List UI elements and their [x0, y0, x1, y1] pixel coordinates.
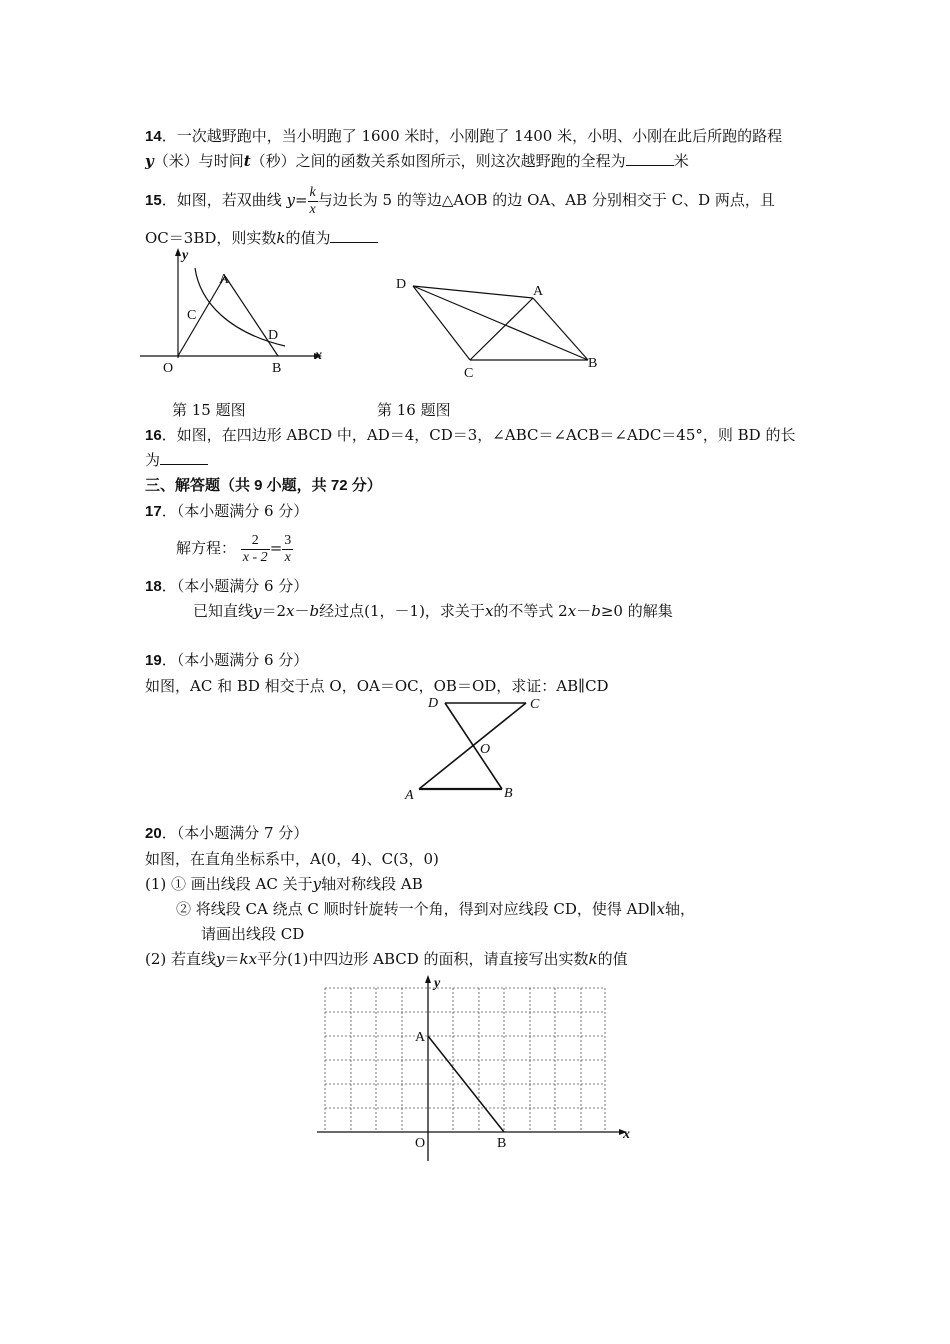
q20-line2: (1) ① 画出线段 AC 关于y轴对称线段 AB [145, 875, 423, 893]
fig16-label-A: A [533, 284, 544, 299]
answer-blank[interactable] [330, 228, 378, 243]
q16-line1: 16．如图，在四边形 ABCD 中，AD＝4，CD＝3，∠ABC＝∠ACB＝∠ADC＝45°，则 BD 的长 [145, 426, 796, 444]
fig19-label-A: A [405, 788, 414, 803]
q16-line2: 为 [145, 450, 208, 470]
fig16-label-D: D [396, 277, 407, 292]
figure-16 [393, 270, 613, 380]
q15-line2: OC＝3BD，则实数k的值为 [145, 228, 378, 248]
q20-line5: (2) 若直线y＝kx平分(1)中四边形 ABCD 的面积，请直接写出实数k的值 [145, 950, 628, 968]
grid-lines [325, 988, 605, 1132]
fig16-label-C: C [464, 366, 474, 381]
fig16-caption: 第 16 题图 [377, 401, 451, 419]
fig19-label-O: O [480, 742, 491, 757]
fig15-caption: 第 15 题图 [172, 401, 246, 419]
fig15-label-O: O [163, 361, 174, 376]
q17-fraction-right: $\frac{3}{x}$ [284, 532, 292, 565]
fig20-axis-y: y [434, 976, 441, 991]
q20-line3: ② 将线段 CA 绕点 C 顺时针旋转一个角，得到对应线段 CD，使得 AD∥x轴， [176, 900, 695, 918]
q14-line1: 14．一次越野跑中，当小明跑了 1600 米时，小刚跑了 1400 米，小明、小刚在此后所跑的路程 [145, 127, 783, 145]
fig16-label-B: B [588, 356, 598, 371]
q20-line4: 请画出线段 CD [201, 925, 305, 943]
section-3-title: 三、解答题（共 9 小题，共 72 分） [145, 477, 382, 494]
q18-text: 已知直线y＝2x－b经过点(1，－1)，求关于x的不等式 2x－b≥0 的解集 [193, 602, 673, 620]
fig20-axis-x: x [623, 1127, 630, 1142]
fig19-label-D: D [428, 696, 439, 711]
q17-equation: 解方程： $\frac{2}{x - 2}$ = $\frac{3}{x}$ [176, 532, 292, 565]
answer-blank[interactable] [160, 450, 208, 465]
q17-fraction-left: $\frac{2}{x - 2}$ [242, 532, 268, 565]
fig20-label-O: O [415, 1136, 426, 1151]
fig15-label-A: A [219, 272, 230, 287]
fig20-label-B: B [497, 1136, 507, 1151]
q20-header: 20．（本小题满分 7 分） [145, 824, 309, 842]
q19-header: 19．（本小题满分 6 分） [145, 651, 309, 669]
fig19-label-B: B [504, 786, 513, 801]
hyperbola-fraction: $\frac{k}{x}$ [309, 184, 316, 217]
q17-header: 17．（本小题满分 6 分） [145, 502, 309, 520]
q20-line1: 如图，在直角坐标系中，A(0，4)、C(3，0) [145, 850, 439, 868]
fig15-label-B: B [272, 361, 282, 376]
q14-line2: y（米）与时间t（秒）之间的函数关系如图所示，则这次越野跑的全程为 米 [145, 152, 689, 170]
q19-text: 如图，AC 和 BD 相交于点 O，OA＝OC，OB＝OD，求证：AB∥CD [145, 677, 609, 695]
fig20-label-A: A [415, 1030, 426, 1045]
q18-header: 18．（本小题满分 6 分） [145, 577, 309, 595]
fig15-label-C: C [187, 308, 197, 323]
segment-AC [428, 1036, 504, 1132]
fig15-axis-x: x [315, 348, 322, 363]
figure-19 [400, 693, 550, 803]
fig19-label-C: C [530, 697, 540, 712]
answer-blank[interactable] [626, 151, 674, 166]
figure-15 [140, 248, 340, 378]
figure-20-grid [315, 975, 645, 1165]
fig15-label-D: D [268, 328, 279, 343]
fig15-axis-y: y [182, 248, 189, 263]
q15-line1: 15．如图，若双曲线 y= $\frac{k}{x}$ 与边长为 5 的等边△AOB 的边 OA、AB 分别相交于 C、D 两点，且 [145, 184, 775, 217]
